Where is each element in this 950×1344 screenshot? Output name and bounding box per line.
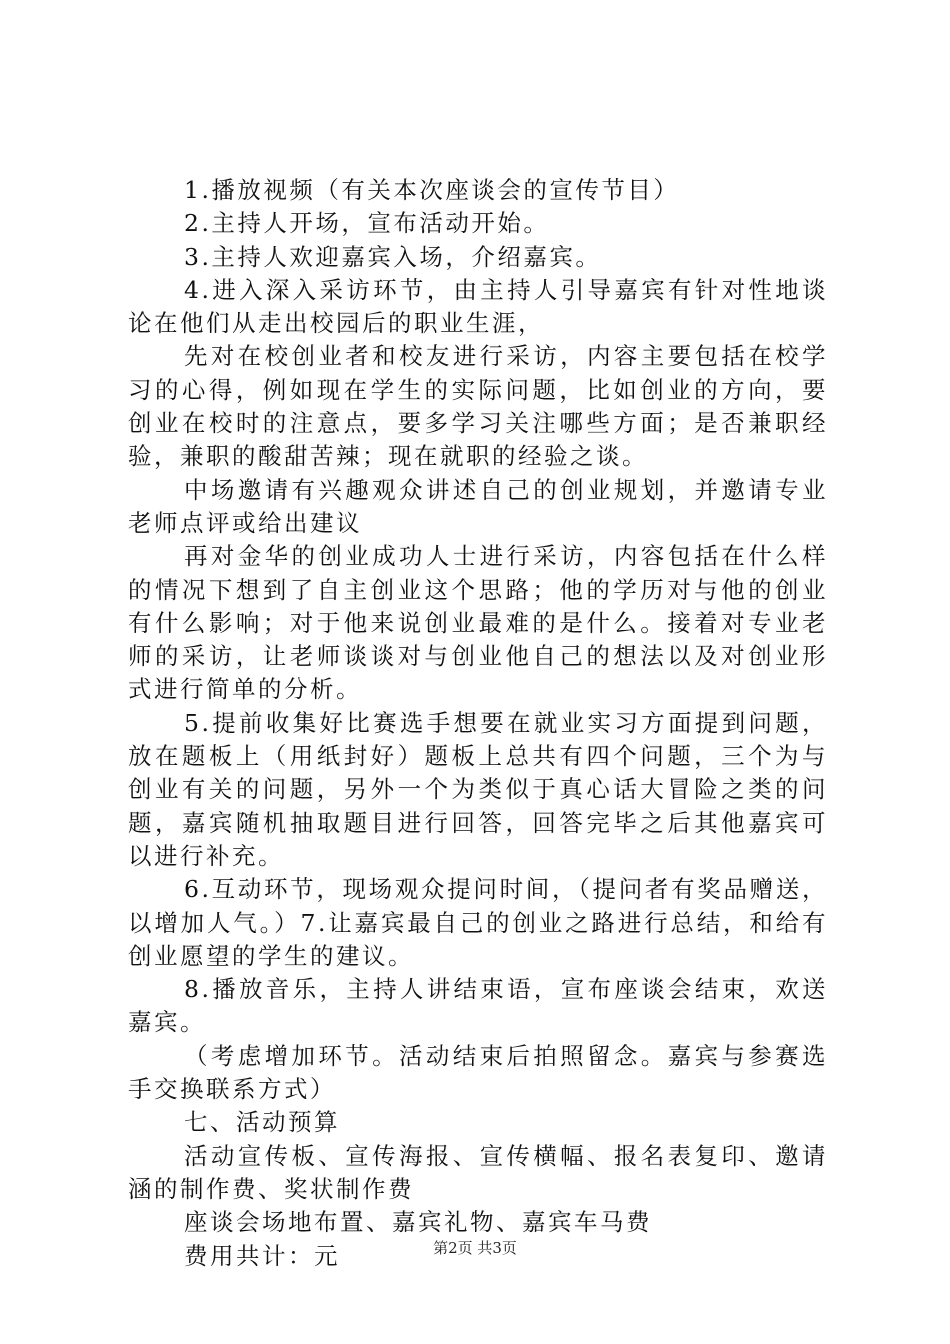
paragraph-budget-print: 活动宣传板、宣传海报、宣传横幅、报名表复印、邀请涵的制作费、奖状制作费 (128, 1141, 828, 1203)
paragraph-step-1: 1.播放视频（有关本次座谈会的宣传节目） (184, 176, 680, 204)
page-number-footer: 第2页 共3页 (433, 1239, 517, 1257)
paragraph-step-2: 2.主持人开场，宣布活动开始。 (184, 209, 550, 238)
paragraph-budget-total: 费用共计：元 (184, 1241, 340, 1270)
paragraph-interview-entrepreneurs: 再对金华的创业成功人士进行采访，内容包括在什么样的情况下想到了自主创业这个思路；他的学历对与他的创业有什么影响；对于他来说创业最难的是什么。接着对专业老师的采访，让老师谈谈对与创业他自己的想法以及对创业形式进行简单的分析。 (128, 542, 828, 704)
paragraph-midfield-invite: 中场邀请有兴趣观众讲述自己的创业规划，并邀请专业老师点评或给出建议 (128, 475, 828, 537)
paragraph-step-4: 4.进入深入采访环节，由主持人引导嘉宾有针对性地谈论在他们从走出校园后的职业生涯， (128, 275, 828, 338)
document-body (128, 174, 828, 1273)
paragraph-step-5: 5.提前收集好比赛选手想要在就业实习方面提到问题，放在题板上（用纸封好）题板上总共有四个问题，三个为与创业有关的问题，另外一个为类似于真心话大冒险之类的问题，嘉宾随机抽取题目进行回答，回答完毕之后其他嘉宾可以进行补充。 (128, 708, 828, 870)
paragraph-step-3: 3.主持人欢迎嘉宾入场，介绍嘉宾。 (184, 242, 602, 271)
paragraph-extra-note: （考虑增加环节。活动结束后拍照留念。嘉宾与参赛选手交换联系方式） (128, 1041, 828, 1104)
paragraph-budget-venue: 座谈会场地布置、嘉宾礼物、嘉宾车马费 (184, 1208, 652, 1237)
paragraph-step-8: 8.播放音乐，主持人讲结束语，宣布座谈会结束，欢送嘉宾。 (128, 975, 828, 1037)
paragraph-interview-alumni: 先对在校创业者和校友进行采访，内容主要包括在校学习的心得，例如现在学生的实际问题，比如创业的方向，要创业在校时的注意点，要多学习关注哪些方面；是否兼职经验，兼职的酸甜苦辣；现在就职的经验之谈。 (128, 342, 828, 471)
paragraph-step-6-7: 6.互动环节，现场观众提问时间，（提问者有奖品赠送，以增加人气。）7.让嘉宾最自己的创业之路进行总结，和给有创业愿望的学生的建议。 (128, 875, 828, 970)
section-heading-budget: 七、活动预算 (184, 1108, 340, 1137)
